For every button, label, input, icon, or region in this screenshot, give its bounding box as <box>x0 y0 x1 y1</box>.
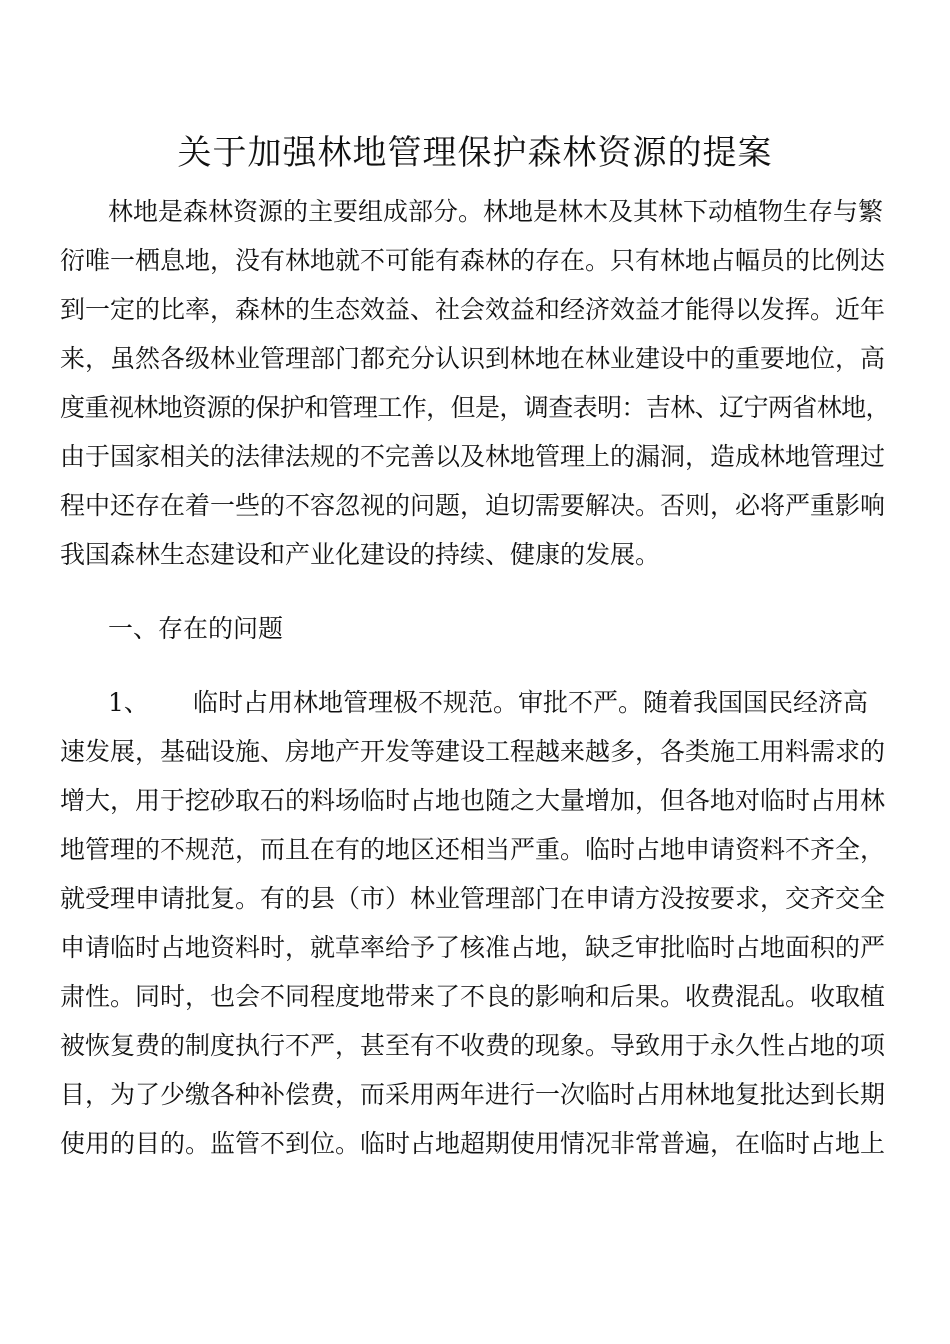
item-line: 申请临时占地资料时，就草率给予了核准占地，缺乏审批临时占地面积的严 <box>60 933 886 962</box>
paragraph-line: 程中还存在着一些的不容忽视的问题，迫切需要解决。否则，必将严重影响 <box>60 491 886 520</box>
item-line: 被恢复费的制度执行不严，甚至有不收费的现象。导致用于永久性占地的项 <box>60 1031 886 1060</box>
paragraph-line: 我国森林生态建设和产业化建设的持续、健康的发展。 <box>60 540 661 569</box>
item-line: 临时占用林地管理极不规范。审批不严。随着我国国民经济高 <box>193 688 869 717</box>
item-line: 使用的目的。监管不到位。临时占地超期使用情况非常普遍，在临时占地上 <box>60 1129 886 1158</box>
paragraph-line: 林地是森林资源的主要组成部分。林地是林木及其林下动植物生存与繁 <box>108 197 884 226</box>
item-line: 就受理申请批复。有的县（市）林业管理部门在申请方没按要求，交齐交全 <box>60 884 886 913</box>
item-line: 目，为了少缴各种补偿费，而采用两年进行一次临时占用林地复批达到长期 <box>60 1080 886 1109</box>
paragraph-line: 来，虽然各级林业管理部门都充分认识到林地在林业建设中的重要地位，高 <box>60 344 886 373</box>
paragraph-line: 到一定的比率，森林的生态效益、社会效益和经济效益才能得以发挥。近年 <box>60 295 886 324</box>
paragraph-line: 衍唯一栖息地，没有林地就不可能有森林的存在。只有林地占幅员的比例达 <box>60 246 886 275</box>
item-line: 速发展，基础设施、房地产开发等建设工程越来越多，各类施工用料需求的 <box>60 737 886 766</box>
document-title: 关于加强林地管理保护森林资源的提案 <box>177 133 773 173</box>
item-line: 地管理的不规范，而且在有的地区还相当严重。临时占地申请资料不齐全， <box>60 835 886 864</box>
paragraph-line: 由于国家相关的法律法规的不完善以及林地管理上的漏洞，造成林地管理过 <box>60 442 886 471</box>
section-heading: 一、存在的问题 <box>108 614 284 643</box>
item-number: 1、 <box>108 688 149 717</box>
paragraph-line: 度重视林地资源的保护和管理工作，但是，调查表明：吉林、辽宁两省林地， <box>60 393 890 422</box>
item-line: 增大，用于挖砂取石的料场临时占地也随之大量增加，但各地对临时占用林 <box>60 786 886 815</box>
item-line: 肃性。同时，也会不同程度地带来了不良的影响和后果。收费混乱。收取植 <box>60 982 886 1011</box>
